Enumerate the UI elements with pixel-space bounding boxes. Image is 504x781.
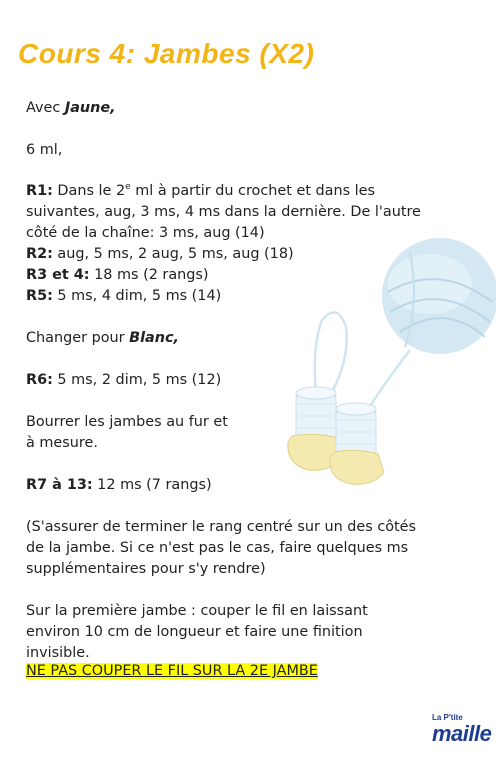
row-5-text: 5 ms, 4 dim, 5 ms (14) bbox=[52, 288, 222, 304]
warning-highlight: NE PAS COUPER LE FIL SUR LA 2E JAMBE bbox=[26, 663, 318, 679]
row-7-13-text: 12 ms (7 rangs) bbox=[92, 477, 212, 493]
row-1-label: R1: bbox=[26, 183, 53, 199]
change-color-line bbox=[26, 328, 179, 349]
row-6-line bbox=[26, 370, 221, 391]
row-7-13-line bbox=[26, 475, 212, 496]
row-2-text: aug, 5 ms, 2 aug, 5 ms, aug (18) bbox=[52, 246, 294, 262]
row-1-line-3: côté de la chaîne: 3 ms, aug (14) bbox=[26, 225, 265, 241]
note-line-2: de la jambe. Si ce n'est pas le cas, faire quelques ms bbox=[26, 540, 409, 556]
row-5-line bbox=[26, 286, 221, 307]
chain-line: 6 ml, bbox=[26, 142, 63, 158]
finish-line-3: invisible. bbox=[26, 645, 90, 661]
row-6-label: R6: bbox=[26, 372, 53, 388]
row-6-text: 5 ms, 2 dim, 5 ms (12) bbox=[52, 372, 222, 388]
brand-logo-top: La P'tite bbox=[432, 713, 463, 722]
change-prefix: Changer pour bbox=[26, 330, 130, 346]
row-3-4-label: R3 et 4: bbox=[26, 267, 90, 283]
row-3-4-text: 18 ms (2 rangs) bbox=[89, 267, 209, 283]
crochet-legs-photo bbox=[270, 232, 496, 490]
brand-logo bbox=[432, 713, 498, 749]
finish-line-2: environ 10 cm de longueur et faire une finition bbox=[26, 624, 363, 640]
row-1-line-2: suivantes, aug, 3 ms, 4 ms dans la dernière. De l'autre bbox=[26, 204, 421, 220]
brand-logo-bottom: maille bbox=[432, 721, 492, 746]
row-1-line-1 bbox=[26, 181, 375, 202]
note-line-3: supplémentaires pour s'y rendre) bbox=[26, 561, 266, 577]
row-1-text-a: Dans le 2 bbox=[52, 183, 126, 199]
intro-line bbox=[26, 98, 116, 119]
stuffing-line-2: à mesure. bbox=[26, 435, 98, 451]
row-3-4-line bbox=[26, 265, 209, 286]
row-5-label: R5: bbox=[26, 288, 53, 304]
finish-line-1: Sur la première jambe : couper le fil en laissant bbox=[26, 603, 368, 619]
row-2-label: R2: bbox=[26, 246, 53, 262]
yarn-color-white: Blanc, bbox=[129, 330, 179, 346]
stuffing-line-1: Bourrer les jambes au fur et bbox=[26, 414, 228, 430]
warning-line bbox=[26, 661, 318, 682]
row-7-13-label: R7 à 13: bbox=[26, 477, 93, 493]
page-title: Cours 4: Jambes (X2) bbox=[18, 38, 315, 69]
row-1-text-b: ml à partir du crochet et dans les bbox=[130, 183, 376, 199]
row-1-superscript: e bbox=[125, 182, 131, 193]
note-line-1: (S'assurer de terminer le rang centré sur un des côtés bbox=[26, 519, 417, 535]
row-2-line bbox=[26, 244, 294, 265]
yarn-strand bbox=[365, 350, 410, 414]
intro-prefix: Avec bbox=[26, 100, 65, 116]
yarn-color-yellow: Jaune, bbox=[64, 100, 116, 116]
